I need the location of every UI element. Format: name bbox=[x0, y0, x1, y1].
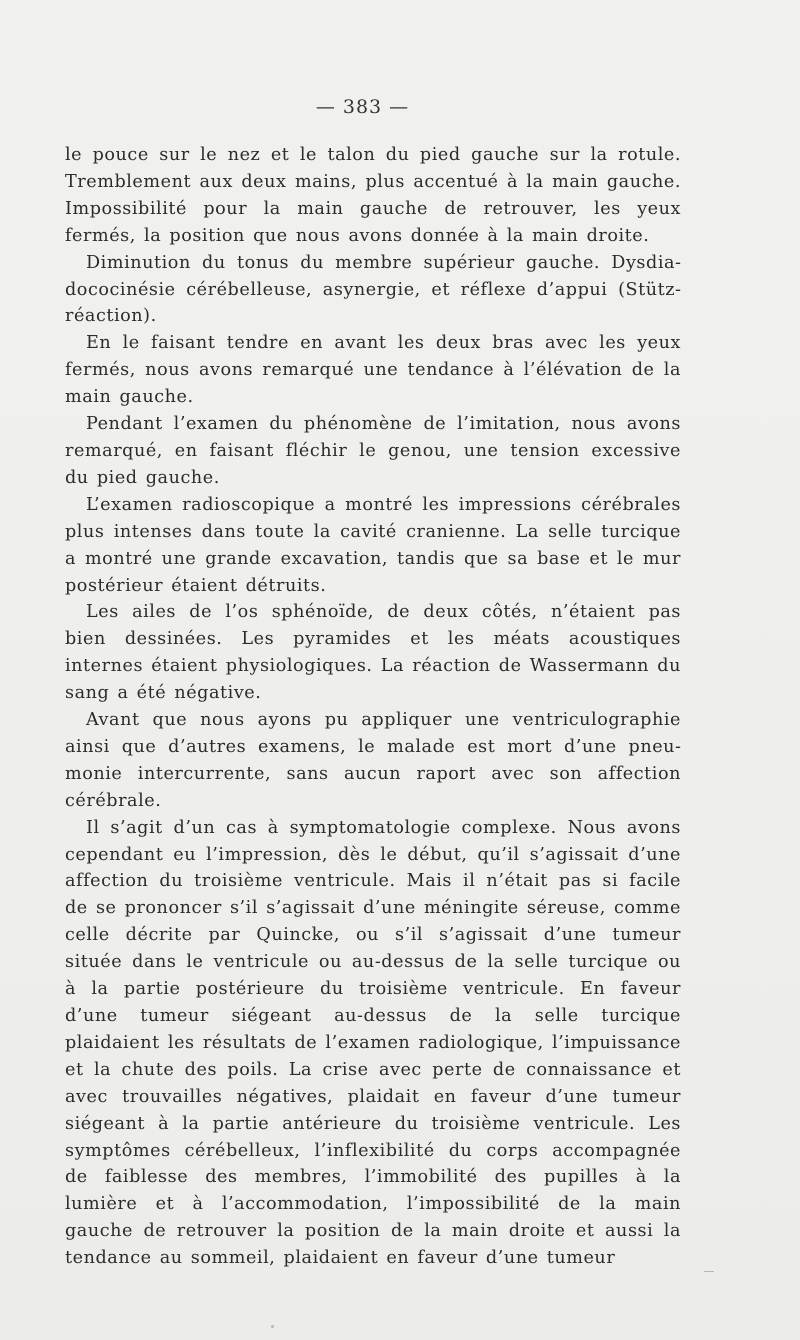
paragraph-4: Pendant l’examen du phénomène de l’imitation, nous avons remarqué, en faisant fléchir le genou, une tension excessive du pied gauche. bbox=[65, 414, 681, 488]
paragraph-1: le pouce sur le nez et le talon du pied gauche sur la rotule. Tremblement aux deux mains, plus accentué à la main gauche. Impossibilité pour la main gauche de retrouver, les yeux fermés, la position que nous avons donnée à la main droite. bbox=[65, 145, 681, 246]
paragraph-6: Les ailes de l’os sphénoïde, de deux côtés, n’étaient pas bien dessinées. Les pyramides et les méats acoustiques internes étaient physiologiques. La réaction de Wassermann du sang a été négative. bbox=[65, 602, 681, 704]
scan-mark-bottom bbox=[271, 1325, 274, 1328]
paragraph-2: Diminution du tonus du membre supérieur gauche. Dysdiadococinésie cérébelleuse, asynergie, et réflexe d’appui (Stützréaction). bbox=[65, 252, 681, 327]
page-body-text bbox=[65, 142, 681, 1272]
page-number: — 383 — bbox=[315, 96, 410, 118]
paragraph-8: Il s’agit d’un cas à symptomatologie complexe. Nous avons cependant eu l’impression, dès le début, qu’il s’agissait d’une affection du troisième ventricule. Mais il n’était pas si facile de se prononcer s’il s’agissait d’une méningite séreuse, comme celle décrite par Quincke, ou s’il s’agissait d’une tumeur située dans le ventricule ou au-dessus de la selle turcique ou à la partie postérieure du troisième ventricule. En faveur d’une tumeur siégeant au-dessus de la selle turcique plaidaient les résultats de l’examen radiologique, l’impuissance et la chute des poils. La crise avec perte de connaissance et avec trouvailles négatives, plaidait en faveur d’une tumeur siégeant à la partie antérieure du troisième ventricule. Les symptômes cérébelleux, l’inflexibilité du corps accompagnée de faiblesse des membres, l’immobilité des pupilles à la lumière et à l’accommodation, l’impossibilité de la main gauche de retrouver la position de la main droite et aussi la tendance au sommeil, plaidaient en faveur d’une tumeur bbox=[65, 817, 681, 1269]
paragraph-3: En le faisant tendre en avant les deux bras avec les yeux fermés, nous avons remarqué une tendance à l’élévation de la main gauche. bbox=[65, 333, 681, 408]
paragraph-5: L’examen radioscopique a montré les impressions cérébrales plus intenses dans toute la cavité cranienne. La selle turcique a montré une grande excavation, tandis que sa base et le mur postérieur étaient détruits. bbox=[65, 494, 681, 596]
paragraph-7: Avant que nous ayons pu appliquer une ventriculographie ainsi que d’autres examens, le malade est mort d’une pneumonie intercurrente, sans aucun raport avec son affection cérébrale. bbox=[65, 710, 681, 811]
scan-mark-right bbox=[704, 1271, 714, 1272]
